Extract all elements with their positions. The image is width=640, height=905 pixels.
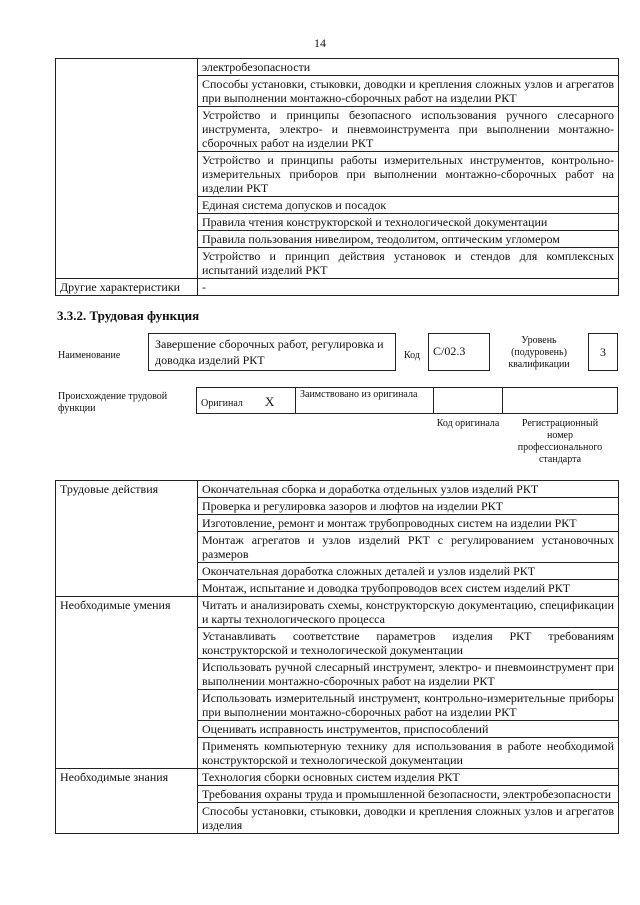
table-row: Устройство и принципы работы измерительных инструментов, контрольно-измерительных приборов при выполнении монтажно-сборочных работ на изделии РКТ (198, 152, 619, 197)
level-label: Уровень (подуровень) квалификации (508, 335, 570, 370)
code-label: Код (404, 350, 420, 361)
table-row: Способы установки, стыковки, доводки и крепления сложных узлов и агрегатов изделия (198, 803, 619, 834)
table-row: Окончательная сборка и доработка отдельных узлов изделий РКТ (198, 481, 619, 498)
labor-actions-label: Трудовые действия (56, 481, 198, 597)
table-row: Монтаж агрегатов и узлов изделий РКТ с регулированием установочных размеров (198, 532, 619, 563)
level-box: 3 (588, 333, 618, 371)
original-code-box (433, 387, 503, 414)
table-row: Читать и анализировать схемы, конструкторскую документацию, спецификации и карты технологического процесса (198, 597, 619, 628)
page-number: 14 (314, 36, 326, 50)
code-caption: Код оригинала (436, 418, 500, 429)
required-knowledge-label: Необходимые знания (56, 769, 198, 834)
table-row: Устанавливать соответствие параметров изделия РКТ требованиям конструкторской и технологической документации (198, 628, 619, 659)
top-knowledge-table (55, 58, 619, 296)
name-label: Наименование (58, 350, 121, 361)
table-row: Требования охраны труда и промышленной безопасности, электробезопасности (198, 786, 619, 803)
table-row: электробезопасности (198, 59, 619, 76)
table-row: Устройство и принципы безопасного использования ручного слесарного инструмента, электро- и пневмоинструмента при выполнении монтажно-сборочных работ на изделии РКТ (198, 107, 619, 152)
table-row: Правила пользования нивелиром, теодолитом, оптическим угломером (198, 231, 619, 248)
table-row: Способы установки, стыковки, доводки и крепления сложных узлов и агрегатов при выполнении монтажно-сборочных работ на изделии РКТ (198, 76, 619, 107)
reg-caption: Регистрационный номер профессионального стандарта (517, 418, 603, 465)
original-label: Оригинал (201, 398, 243, 409)
required-skills-label: Необходимые умения (56, 597, 198, 769)
function-name-box: Завершение сборочных работ, регулировка и доводка изделий РКТ (148, 333, 396, 371)
table-row: Окончательная доработка сложных деталей и узлов изделий РКТ (198, 563, 619, 580)
labor-function-table (55, 480, 619, 834)
table-row: Использовать ручной слесарный инструмент, электро- и пневмоинструмент при выполнении монтажно-сборочных работ на изделии РКТ (198, 659, 619, 690)
table-row: Изготовление, ремонт и монтаж трубопроводных систем на изделии РКТ (198, 515, 619, 532)
table-row: Правила чтения конструкторской и технологической документации (198, 214, 619, 231)
section-title: 3.3.2. Трудовая функция (57, 308, 200, 323)
other-characteristics-value: - (198, 279, 619, 296)
reg-number-box (502, 387, 618, 414)
table-row: Оценивать исправность инструментов, приспособлений (198, 721, 619, 738)
table-row: Технология сборки основных систем изделия РКТ (198, 769, 619, 786)
table-row: Использовать измерительный инструмент, контрольно-измерительные приборы при выполнении монтажно-сборочных работ на изделии РКТ (198, 690, 619, 721)
table-row: Монтаж, испытание и доводка трубопроводов всех систем изделий РКТ (198, 580, 619, 597)
table-row: Применять компьютерную технику для использования в работе необходимой конструкторской и технологической документации (198, 738, 619, 769)
table-row: Единая система допусков и посадок (198, 197, 619, 214)
table-row: Проверка и регулировка зазоров и люфтов на изделии РКТ (198, 498, 619, 515)
origin-label: Происхождение трудовой функции (58, 391, 168, 414)
code-box: С/02.3 (428, 333, 490, 371)
borrowed-label: Заимствовано из оригинала (300, 389, 418, 400)
other-characteristics-label: Другие характеристики (56, 279, 198, 296)
table-row: Устройство и принцип действия установок и стендов для комплексных испытаний изделий РКТ (198, 248, 619, 279)
empty-label-cell (56, 59, 198, 279)
original-mark: X (265, 394, 275, 409)
